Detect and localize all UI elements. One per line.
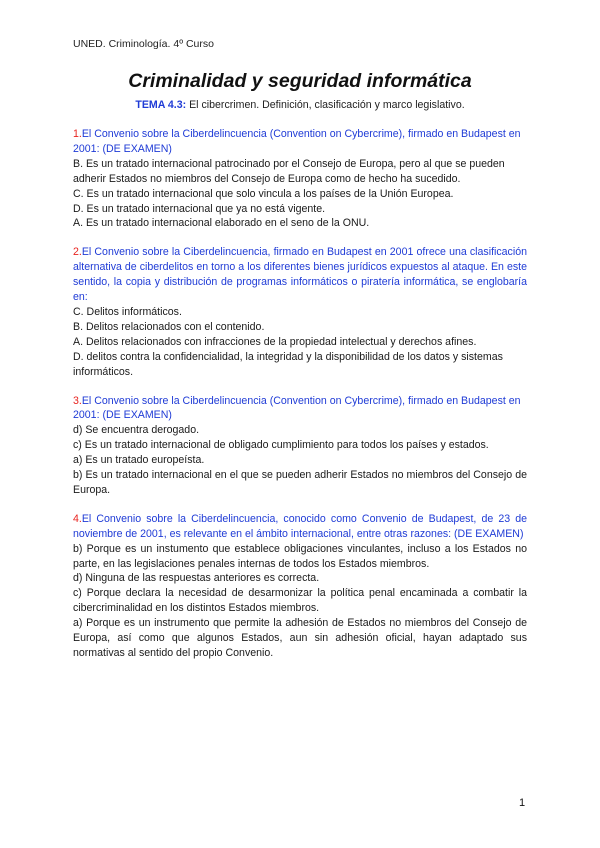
question-2 xyxy=(73,245,527,379)
question-text: El Convenio sobre la Ciberdelincuencia (Convention on Cybercrime), firmado en Budapest en 2001: (DE EXAMEN) xyxy=(73,128,521,155)
question-text: El Convenio sobre la Ciberdelincuencia, conocido como Convenio de Budapest, de 23 de noviembre de 2001, es relevante en el ámbito internacional, entre otras razones: (DE EXAMEN) xyxy=(73,512,527,540)
answer-option: d) Ninguna de las respuestas anteriores es correcta. xyxy=(73,572,320,585)
question-1 xyxy=(73,127,527,231)
answer-option: D. Es un tratado internacional que ya no está vigente. xyxy=(73,202,326,215)
answer-option: b) Porque es un instumento que establece obligaciones vinculantes, incluso a los Estados no parte, en las legislaciones penales internas de todos los Estados miembros. xyxy=(73,542,527,570)
question-statement xyxy=(73,394,527,424)
answer-option: A. Delitos relacionados con infracciones de la propiedad intelectual y derechos afines. xyxy=(73,335,477,348)
answer-option: B. Delitos relacionados con el contenido. xyxy=(73,320,265,333)
answer-option: c) Porque declara la necesidad de desarmonizar la política penal encaminada a combatir la cibercriminalidad en los distintos Estados miembros. xyxy=(73,587,527,615)
answer-option: C. Es un tratado internacional que solo vincula a los países de la Unión Europea. xyxy=(73,187,454,200)
page-number: 1 xyxy=(519,797,526,809)
answer-option: B. Es un tratado internacional patrocinado por el Consejo de Europa, pero al que se pueden adherir Estados no miembros del Consejo de Europa como de hecho ha sucedido. xyxy=(73,157,505,185)
topic-description: El cibercrimen. Definición, clasificación y marco legislativo. xyxy=(186,99,465,111)
question-number: 4. xyxy=(73,512,82,525)
answer-option: D. delitos contra la confidencialidad, la integridad y la disponibilidad de los datos y sistemas informáticos. xyxy=(73,350,503,378)
topic-label: TEMA 4.3: xyxy=(135,99,187,111)
document-title: Criminalidad y seguridad informática xyxy=(128,70,472,92)
page-header: UNED. Criminología. 4º Curso xyxy=(73,38,214,50)
question-number: 2. xyxy=(73,246,82,259)
answer-option: C. Delitos informáticos. xyxy=(73,305,182,318)
question-text: El Convenio sobre la Ciberdelincuencia (Convention on Cybercrime), firmado en Budapest en 2001: (DE EXAMEN) xyxy=(73,394,521,422)
question-3 xyxy=(73,394,527,498)
answer-option: b) Es un tratado internacional en el que se pueden adherir Estados no miembros del Consejo de Europa. xyxy=(73,469,527,496)
questions-list xyxy=(73,127,527,675)
question-text: El Convenio sobre la Ciberdelincuencia, firmado en Budapest en 2001 ofrece una clasificación alternativa de ciberdelitos en torno a los diferentes bienes jurídicos expuestos al ataque. En este sentido, la copia y distribución de programas informáticos o piratería informática, se englobaría en: xyxy=(73,246,527,304)
answer-option: d) Se encuentra derogado. xyxy=(73,424,200,437)
question-number: 1. xyxy=(73,128,82,140)
answer-option: A. Es un tratado internacional elaborado en el seno de la ONU. xyxy=(73,217,370,230)
document-subtitle xyxy=(0,99,600,111)
question-statement xyxy=(73,245,527,305)
question-number: 3. xyxy=(73,394,82,407)
answer-option: a) Porque es un instrumento que permite la adhesión de Estados no miembros del Consejo de Europa, así como que algunos Estados, aun sin adhesión oficial, hayan adaptado sus normativas al sentido del propio Convenio. xyxy=(73,617,527,659)
question-statement xyxy=(73,127,527,157)
question-statement xyxy=(73,512,527,542)
question-4 xyxy=(73,512,527,661)
answer-option: c) Es un tratado internacional de obligado cumplimiento para todos los países y estados. xyxy=(73,439,489,452)
answer-option: a) Es un tratado europeísta. xyxy=(73,454,205,467)
